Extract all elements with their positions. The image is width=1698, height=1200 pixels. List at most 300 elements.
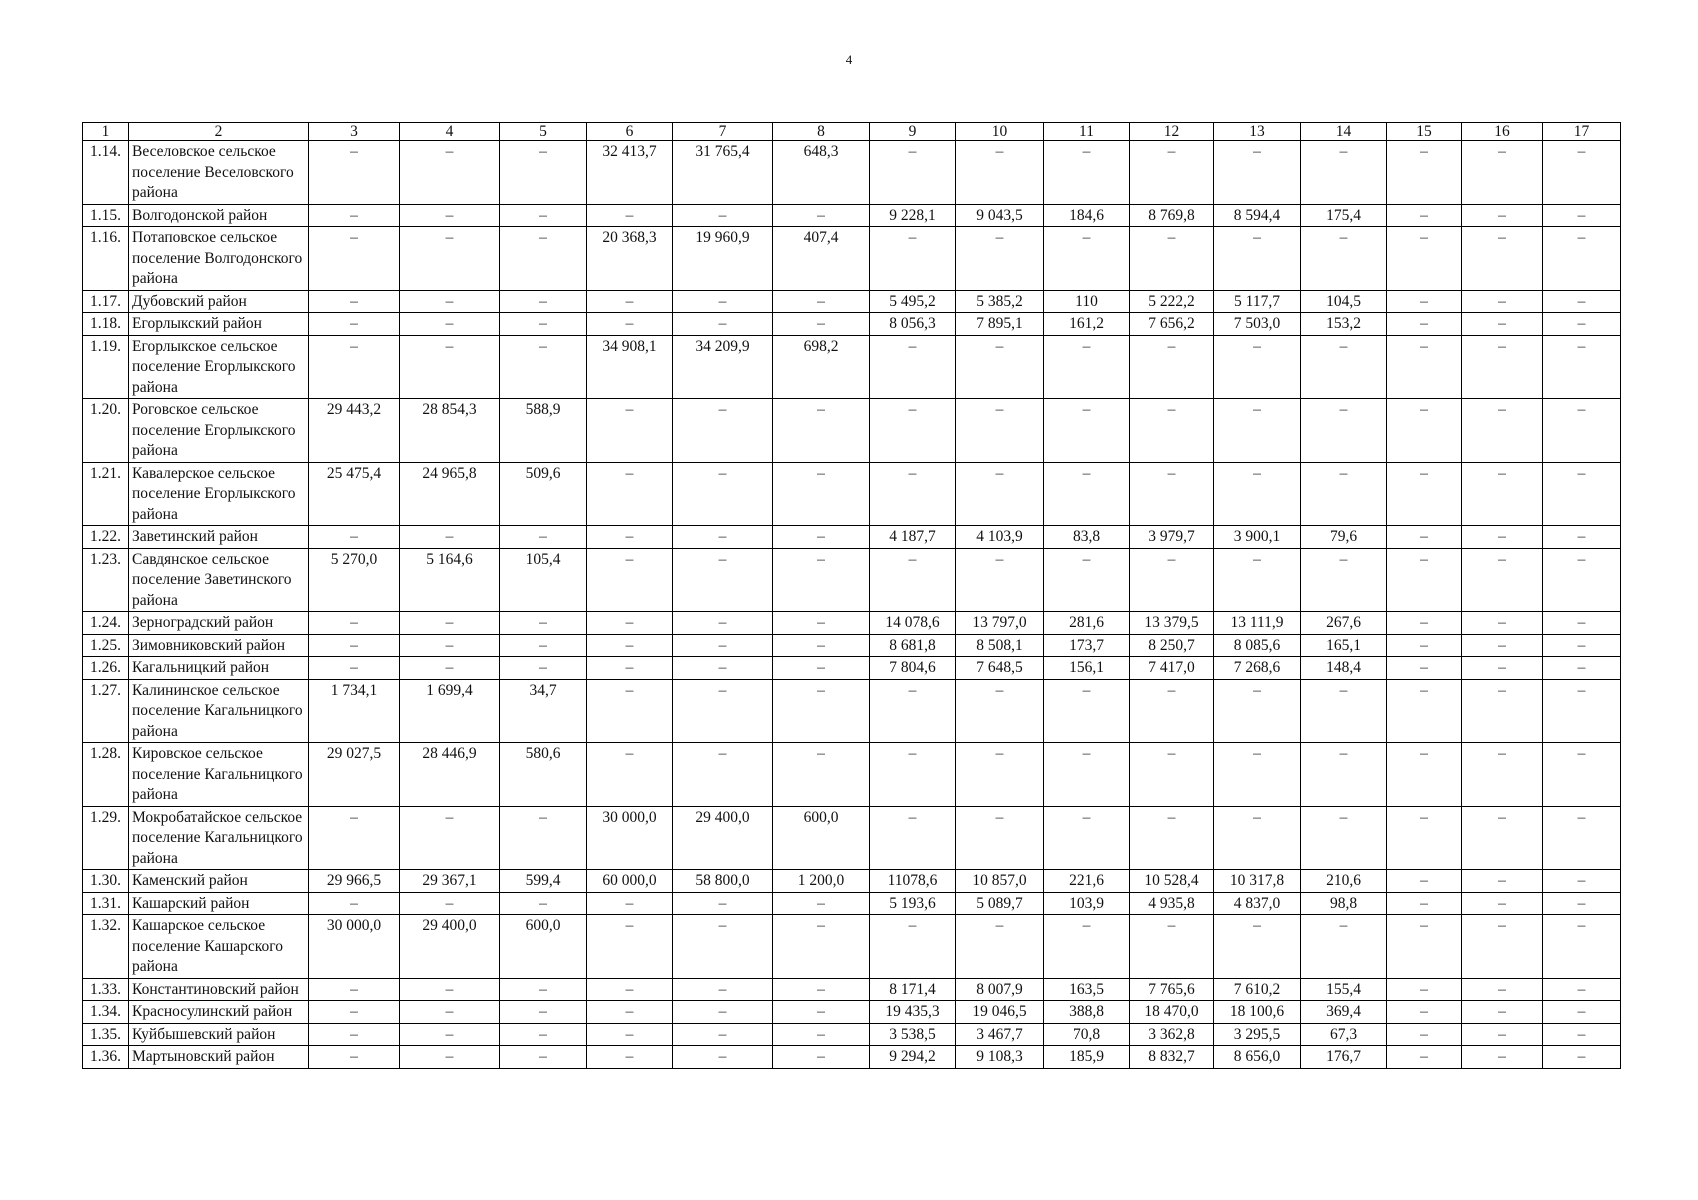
municipality-name-cell: Роговское сельское поселение Егорлыкского района	[129, 399, 309, 463]
municipality-name-cell: Егорлыкский район	[129, 313, 309, 336]
value-cell: –	[1044, 227, 1130, 291]
row-number-cell: 1.34.	[83, 1001, 129, 1024]
value-cell: 7 895,1	[956, 313, 1044, 336]
value-cell: 20 368,3	[587, 227, 673, 291]
value-cell: 185,9	[1044, 1046, 1130, 1069]
value-cell: –	[956, 462, 1044, 526]
data-table	[82, 122, 1621, 1069]
table-row	[83, 978, 1621, 1001]
value-cell: 3 295,5	[1214, 1023, 1301, 1046]
value-cell: 7 503,0	[1214, 313, 1301, 336]
table-row	[83, 204, 1621, 227]
value-cell: 7 804,6	[870, 657, 956, 680]
column-header: 2	[129, 123, 309, 141]
value-cell: –	[1462, 1046, 1543, 1069]
value-cell: 29 400,0	[400, 915, 500, 979]
value-cell: 8 007,9	[956, 978, 1044, 1001]
value-cell: –	[773, 743, 870, 807]
value-cell: –	[673, 612, 773, 635]
value-cell: –	[1462, 227, 1543, 291]
value-cell: –	[1130, 679, 1214, 743]
value-cell: –	[500, 313, 587, 336]
value-cell: 1 200,0	[773, 870, 870, 893]
value-cell: –	[956, 679, 1044, 743]
value-cell: –	[773, 915, 870, 979]
column-header: 8	[773, 123, 870, 141]
value-cell: 10 528,4	[1130, 870, 1214, 893]
value-cell: –	[309, 290, 400, 313]
table-row	[83, 612, 1621, 635]
value-cell: 221,6	[1044, 870, 1130, 893]
value-cell: 4 935,8	[1130, 892, 1214, 915]
value-cell: –	[1044, 399, 1130, 463]
value-cell: –	[1214, 141, 1301, 205]
value-cell: –	[309, 657, 400, 680]
value-cell: –	[587, 743, 673, 807]
value-cell: –	[587, 548, 673, 612]
table-row	[83, 335, 1621, 399]
value-cell: –	[400, 1023, 500, 1046]
table-header-row	[83, 123, 1621, 141]
value-cell: –	[309, 526, 400, 549]
value-cell: –	[673, 526, 773, 549]
value-cell: –	[1301, 806, 1387, 870]
municipality-name-cell: Заветинский район	[129, 526, 309, 549]
value-cell: –	[773, 612, 870, 635]
table-row	[83, 915, 1621, 979]
value-cell: –	[1462, 612, 1543, 635]
value-cell: 5 495,2	[870, 290, 956, 313]
value-cell: –	[773, 290, 870, 313]
municipality-name-cell: Кагальницкий район	[129, 657, 309, 680]
row-number-cell: 1.27.	[83, 679, 129, 743]
table-row	[83, 892, 1621, 915]
row-number-cell: 1.16.	[83, 227, 129, 291]
value-cell: –	[1301, 227, 1387, 291]
value-cell: –	[1387, 978, 1462, 1001]
value-cell: 34 908,1	[587, 335, 673, 399]
value-cell: 600,0	[773, 806, 870, 870]
value-cell: 210,6	[1301, 870, 1387, 893]
value-cell: –	[309, 335, 400, 399]
value-cell: 8 250,7	[1130, 634, 1214, 657]
table-row	[83, 1001, 1621, 1024]
value-cell: –	[1044, 462, 1130, 526]
value-cell: 13 797,0	[956, 612, 1044, 635]
value-cell: 8 171,4	[870, 978, 956, 1001]
value-cell: –	[1543, 141, 1621, 205]
value-cell: –	[773, 548, 870, 612]
value-cell: –	[773, 313, 870, 336]
value-cell: –	[1387, 227, 1462, 291]
value-cell: 105,4	[500, 548, 587, 612]
value-cell: –	[500, 612, 587, 635]
value-cell: –	[500, 141, 587, 205]
value-cell: 34 209,9	[673, 335, 773, 399]
value-cell: –	[870, 548, 956, 612]
value-cell: 148,4	[1301, 657, 1387, 680]
table-row	[83, 1046, 1621, 1069]
value-cell: 7 417,0	[1130, 657, 1214, 680]
value-cell: –	[1543, 806, 1621, 870]
value-cell: –	[400, 335, 500, 399]
value-cell: –	[1543, 462, 1621, 526]
value-cell: 19 960,9	[673, 227, 773, 291]
value-cell: –	[956, 335, 1044, 399]
value-cell: –	[1543, 679, 1621, 743]
value-cell: –	[673, 978, 773, 1001]
value-cell: –	[400, 526, 500, 549]
value-cell: –	[587, 313, 673, 336]
column-header: 16	[1462, 123, 1543, 141]
value-cell: –	[1462, 335, 1543, 399]
value-cell: –	[1387, 743, 1462, 807]
value-cell: 5 385,2	[956, 290, 1044, 313]
value-cell: –	[587, 657, 673, 680]
municipality-name-cell: Красносулинский район	[129, 1001, 309, 1024]
value-cell: –	[956, 806, 1044, 870]
table-row	[83, 657, 1621, 680]
value-cell: 407,4	[773, 227, 870, 291]
value-cell: –	[1543, 915, 1621, 979]
value-cell: –	[673, 679, 773, 743]
value-cell: –	[1462, 462, 1543, 526]
value-cell: –	[1462, 806, 1543, 870]
value-cell: –	[1214, 679, 1301, 743]
value-cell: –	[587, 892, 673, 915]
value-cell: 67,3	[1301, 1023, 1387, 1046]
municipality-name-cell: Кавалерское сельское поселение Егорлыкского района	[129, 462, 309, 526]
value-cell: –	[1543, 870, 1621, 893]
value-cell: –	[587, 204, 673, 227]
value-cell: 1 734,1	[309, 679, 400, 743]
value-cell: –	[1044, 915, 1130, 979]
municipality-name-cell: Зимовниковский район	[129, 634, 309, 657]
value-cell: –	[1044, 743, 1130, 807]
value-cell: –	[587, 612, 673, 635]
value-cell: –	[1543, 399, 1621, 463]
row-number-cell: 1.31.	[83, 892, 129, 915]
value-cell: –	[673, 462, 773, 526]
value-cell: 155,4	[1301, 978, 1387, 1001]
value-cell: –	[1301, 743, 1387, 807]
value-cell: –	[1387, 1001, 1462, 1024]
value-cell: –	[1301, 399, 1387, 463]
column-header: 4	[400, 123, 500, 141]
value-cell: –	[400, 313, 500, 336]
row-number-cell: 1.32.	[83, 915, 129, 979]
value-cell: 13 379,5	[1130, 612, 1214, 635]
value-cell: –	[1543, 1046, 1621, 1069]
table-row	[83, 313, 1621, 336]
value-cell: –	[1543, 978, 1621, 1001]
value-cell: 580,6	[500, 743, 587, 807]
value-cell: 19 046,5	[956, 1001, 1044, 1024]
value-cell: –	[1387, 634, 1462, 657]
value-cell: 156,1	[1044, 657, 1130, 680]
value-cell: –	[1543, 892, 1621, 915]
value-cell: –	[1214, 548, 1301, 612]
value-cell: –	[587, 1023, 673, 1046]
value-cell: 698,2	[773, 335, 870, 399]
value-cell: –	[1462, 679, 1543, 743]
value-cell: –	[1301, 548, 1387, 612]
value-cell: 5 270,0	[309, 548, 400, 612]
row-number-cell: 1.15.	[83, 204, 129, 227]
value-cell: –	[1130, 806, 1214, 870]
value-cell: –	[870, 399, 956, 463]
value-cell: –	[673, 1001, 773, 1024]
value-cell: 4 187,7	[870, 526, 956, 549]
value-cell: 9 043,5	[956, 204, 1044, 227]
value-cell: –	[1462, 743, 1543, 807]
value-cell: 7 268,6	[1214, 657, 1301, 680]
value-cell: –	[1130, 141, 1214, 205]
value-cell: 13 111,9	[1214, 612, 1301, 635]
municipality-name-cell: Потаповское сельское поселение Волгодонского района	[129, 227, 309, 291]
value-cell: –	[956, 141, 1044, 205]
value-cell: –	[1387, 548, 1462, 612]
row-number-cell: 1.19.	[83, 335, 129, 399]
value-cell: –	[673, 892, 773, 915]
value-cell: –	[773, 204, 870, 227]
row-number-cell: 1.33.	[83, 978, 129, 1001]
value-cell: –	[587, 462, 673, 526]
value-cell: –	[773, 399, 870, 463]
value-cell: 60 000,0	[587, 870, 673, 893]
value-cell: –	[400, 657, 500, 680]
value-cell: 165,1	[1301, 634, 1387, 657]
value-cell: –	[1462, 657, 1543, 680]
value-cell: –	[1387, 313, 1462, 336]
value-cell: –	[1543, 612, 1621, 635]
value-cell: 281,6	[1044, 612, 1130, 635]
value-cell: –	[1387, 462, 1462, 526]
value-cell: 173,7	[1044, 634, 1130, 657]
value-cell: –	[400, 1001, 500, 1024]
value-cell: –	[400, 806, 500, 870]
value-cell: –	[1462, 892, 1543, 915]
value-cell: –	[673, 399, 773, 463]
value-cell: –	[773, 634, 870, 657]
municipality-name-cell: Мартыновский район	[129, 1046, 309, 1069]
value-cell: –	[1543, 227, 1621, 291]
value-cell: 163,5	[1044, 978, 1130, 1001]
value-cell: –	[773, 679, 870, 743]
value-cell: –	[673, 313, 773, 336]
value-cell: –	[1543, 313, 1621, 336]
column-header: 17	[1543, 123, 1621, 141]
value-cell: 8 508,1	[956, 634, 1044, 657]
value-cell: –	[1543, 1001, 1621, 1024]
value-cell: 388,8	[1044, 1001, 1130, 1024]
municipality-name-cell: Волгодонской район	[129, 204, 309, 227]
value-cell: 7 765,6	[1130, 978, 1214, 1001]
value-cell: –	[673, 743, 773, 807]
row-number-cell: 1.28.	[83, 743, 129, 807]
value-cell: –	[1543, 634, 1621, 657]
value-cell: 5 193,6	[870, 892, 956, 915]
value-cell: –	[1130, 743, 1214, 807]
value-cell: 8 085,6	[1214, 634, 1301, 657]
value-cell: –	[587, 679, 673, 743]
row-number-cell: 1.29.	[83, 806, 129, 870]
value-cell: –	[1044, 679, 1130, 743]
value-cell: –	[500, 892, 587, 915]
municipality-name-cell: Константиновский район	[129, 978, 309, 1001]
value-cell: 83,8	[1044, 526, 1130, 549]
value-cell: –	[870, 679, 956, 743]
row-number-cell: 1.25.	[83, 634, 129, 657]
value-cell: –	[870, 335, 956, 399]
column-header: 9	[870, 123, 956, 141]
value-cell: 9 228,1	[870, 204, 956, 227]
value-cell: 176,7	[1301, 1046, 1387, 1069]
value-cell: –	[1214, 806, 1301, 870]
value-cell: –	[1462, 290, 1543, 313]
value-cell: –	[587, 526, 673, 549]
value-cell: –	[500, 1001, 587, 1024]
municipality-name-cell: Каменский район	[129, 870, 309, 893]
value-cell: –	[500, 657, 587, 680]
column-header: 10	[956, 123, 1044, 141]
value-cell: –	[1130, 227, 1214, 291]
value-cell: –	[500, 1023, 587, 1046]
value-cell: 369,4	[1301, 1001, 1387, 1024]
table-row	[83, 141, 1621, 205]
value-cell: –	[309, 978, 400, 1001]
value-cell: –	[1387, 1046, 1462, 1069]
value-cell: 103,9	[1044, 892, 1130, 915]
value-cell: –	[673, 290, 773, 313]
table-row	[83, 526, 1621, 549]
value-cell: –	[956, 399, 1044, 463]
municipality-name-cell: Зерноградский район	[129, 612, 309, 635]
value-cell: –	[500, 227, 587, 291]
value-cell: –	[400, 892, 500, 915]
table-row	[83, 399, 1621, 463]
value-cell: 8 681,8	[870, 634, 956, 657]
value-cell: 3 979,7	[1130, 526, 1214, 549]
value-cell: –	[1301, 679, 1387, 743]
value-cell: –	[1387, 870, 1462, 893]
value-cell: 110	[1044, 290, 1130, 313]
value-cell: –	[1543, 335, 1621, 399]
value-cell: –	[587, 634, 673, 657]
value-cell: –	[773, 1001, 870, 1024]
row-number-cell: 1.17.	[83, 290, 129, 313]
value-cell: 98,8	[1301, 892, 1387, 915]
value-cell: 8 769,8	[1130, 204, 1214, 227]
value-cell: –	[673, 1046, 773, 1069]
value-cell: –	[1462, 204, 1543, 227]
value-cell: –	[1130, 548, 1214, 612]
value-cell: 588,9	[500, 399, 587, 463]
value-cell: –	[309, 1046, 400, 1069]
value-cell: –	[1387, 204, 1462, 227]
column-header: 11	[1044, 123, 1130, 141]
value-cell: 34,7	[500, 679, 587, 743]
value-cell: –	[956, 548, 1044, 612]
value-cell: –	[587, 1046, 673, 1069]
value-cell: 5 164,6	[400, 548, 500, 612]
value-cell: 3 362,8	[1130, 1023, 1214, 1046]
value-cell: –	[1543, 1023, 1621, 1046]
table-row	[83, 290, 1621, 313]
value-cell: –	[1387, 612, 1462, 635]
row-number-cell: 1.20.	[83, 399, 129, 463]
value-cell: –	[870, 141, 956, 205]
value-cell: 5 117,7	[1214, 290, 1301, 313]
value-cell: –	[400, 612, 500, 635]
municipality-name-cell: Мокробатайское сельское поселение Кагальницкого района	[129, 806, 309, 870]
value-cell: –	[673, 634, 773, 657]
value-cell: 104,5	[1301, 290, 1387, 313]
value-cell: 7 610,2	[1214, 978, 1301, 1001]
value-cell: –	[1387, 657, 1462, 680]
column-header: 1	[83, 123, 129, 141]
row-number-cell: 1.35.	[83, 1023, 129, 1046]
value-cell: 3 538,5	[870, 1023, 956, 1046]
value-cell: 8 832,7	[1130, 1046, 1214, 1069]
value-cell: 5 222,2	[1130, 290, 1214, 313]
value-cell: 10 857,0	[956, 870, 1044, 893]
value-cell: –	[309, 141, 400, 205]
value-cell: –	[500, 204, 587, 227]
municipality-name-cell: Куйбышевский район	[129, 1023, 309, 1046]
value-cell: –	[773, 657, 870, 680]
value-cell: 4 103,9	[956, 526, 1044, 549]
value-cell: –	[500, 1046, 587, 1069]
table-row	[83, 870, 1621, 893]
value-cell: –	[1130, 462, 1214, 526]
value-cell: 5 089,7	[956, 892, 1044, 915]
value-cell: 8 594,4	[1214, 204, 1301, 227]
municipality-name-cell: Дубовский район	[129, 290, 309, 313]
value-cell: –	[587, 915, 673, 979]
value-cell: –	[1387, 806, 1462, 870]
row-number-cell: 1.21.	[83, 462, 129, 526]
value-cell: –	[870, 743, 956, 807]
value-cell: –	[587, 399, 673, 463]
value-cell: 79,6	[1301, 526, 1387, 549]
value-cell: –	[587, 290, 673, 313]
table-row	[83, 679, 1621, 743]
value-cell: –	[1387, 290, 1462, 313]
value-cell: –	[773, 892, 870, 915]
value-cell: 1 699,4	[400, 679, 500, 743]
value-cell: –	[1543, 204, 1621, 227]
value-cell: –	[1543, 743, 1621, 807]
value-cell: –	[500, 290, 587, 313]
value-cell: 8 656,0	[1214, 1046, 1301, 1069]
row-number-cell: 1.23.	[83, 548, 129, 612]
column-header: 7	[673, 123, 773, 141]
value-cell: 599,4	[500, 870, 587, 893]
value-cell: –	[1387, 679, 1462, 743]
value-cell: –	[1130, 915, 1214, 979]
value-cell: –	[870, 227, 956, 291]
value-cell: –	[1462, 141, 1543, 205]
value-cell: –	[870, 915, 956, 979]
value-cell: –	[673, 204, 773, 227]
value-cell: –	[956, 915, 1044, 979]
column-header: 3	[309, 123, 400, 141]
value-cell: –	[1462, 1001, 1543, 1024]
value-cell: –	[1462, 548, 1543, 612]
value-cell: 29 400,0	[673, 806, 773, 870]
value-cell: –	[1044, 806, 1130, 870]
